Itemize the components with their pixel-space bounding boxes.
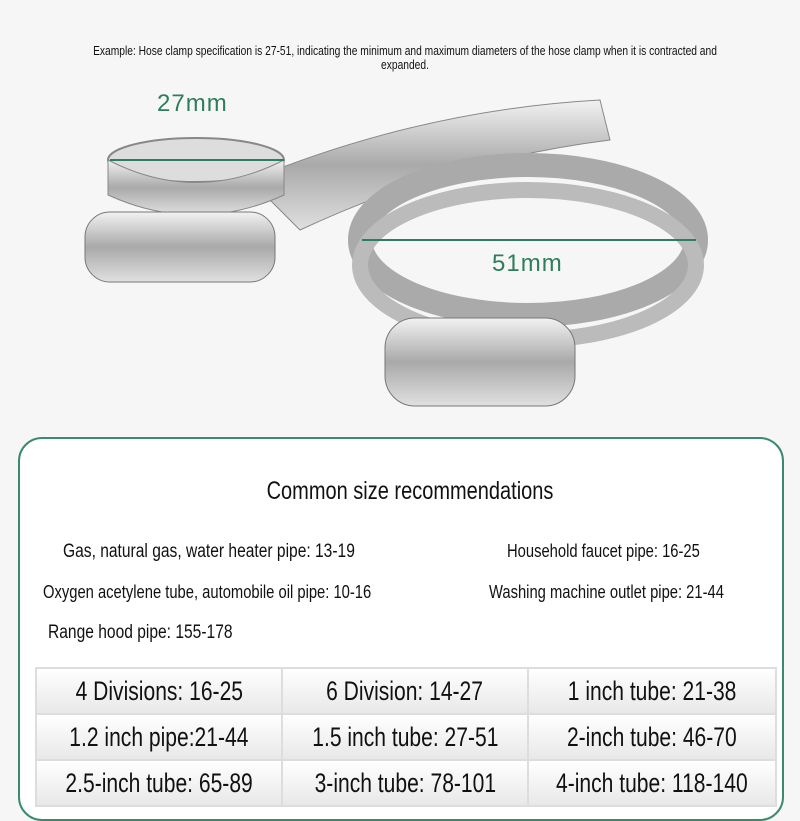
table-cell [36,760,282,806]
table-cell [528,668,776,714]
table-cell [528,760,776,806]
recommendation-item: Range hood pipe: 155-178 [48,622,233,643]
table-cell [528,714,776,760]
recommendations-title: Common size recommendations [266,477,554,505]
cell-text: 6 Division: 14-27 [326,675,484,706]
cell-text: 4 Divisions: 16-25 [75,675,243,706]
cell-text: 1.5 inch tube: 27-51 [311,721,499,752]
recommendation-item: Oxygen acetylene tube, automobile oil pipe: 10-16 [43,582,372,602]
recommendation-item: Washing machine outlet pipe: 21-44 [489,582,724,602]
recommendation-item: Household faucet pipe: 16-25 [507,541,700,561]
max-diameter-label: 51mm [492,250,563,277]
table-cell [282,714,528,760]
cell-text: 4-inch tube: 118-140 [556,767,748,798]
min-diameter-label: 27mm [157,90,228,117]
table-cell [282,760,528,806]
table-row [36,714,776,760]
table-cell [282,668,528,714]
table-cell [36,668,282,714]
table-cell [36,714,282,760]
table-row [36,760,776,806]
cell-text: 2-inch tube: 46-70 [566,721,737,752]
caption: Example: Hose clamp specification is 27-51, indicating the minimum and maximum diameters of the hose clamp when it is contracted and expanded. [93,44,717,72]
table-row [36,668,776,714]
size-table [35,667,777,807]
cell-text: 2.5-inch tube: 65-89 [65,767,253,798]
cell-text: 1 inch tube: 21-38 [567,675,737,706]
recommendation-item: Gas, natural gas, water heater pipe: 13-19 [63,541,355,562]
cell-text: 3-inch tube: 78-101 [314,767,496,798]
hose-clamp-illustration [0,70,800,440]
cell-text: 1.2 inch pipe:21-44 [69,721,249,752]
